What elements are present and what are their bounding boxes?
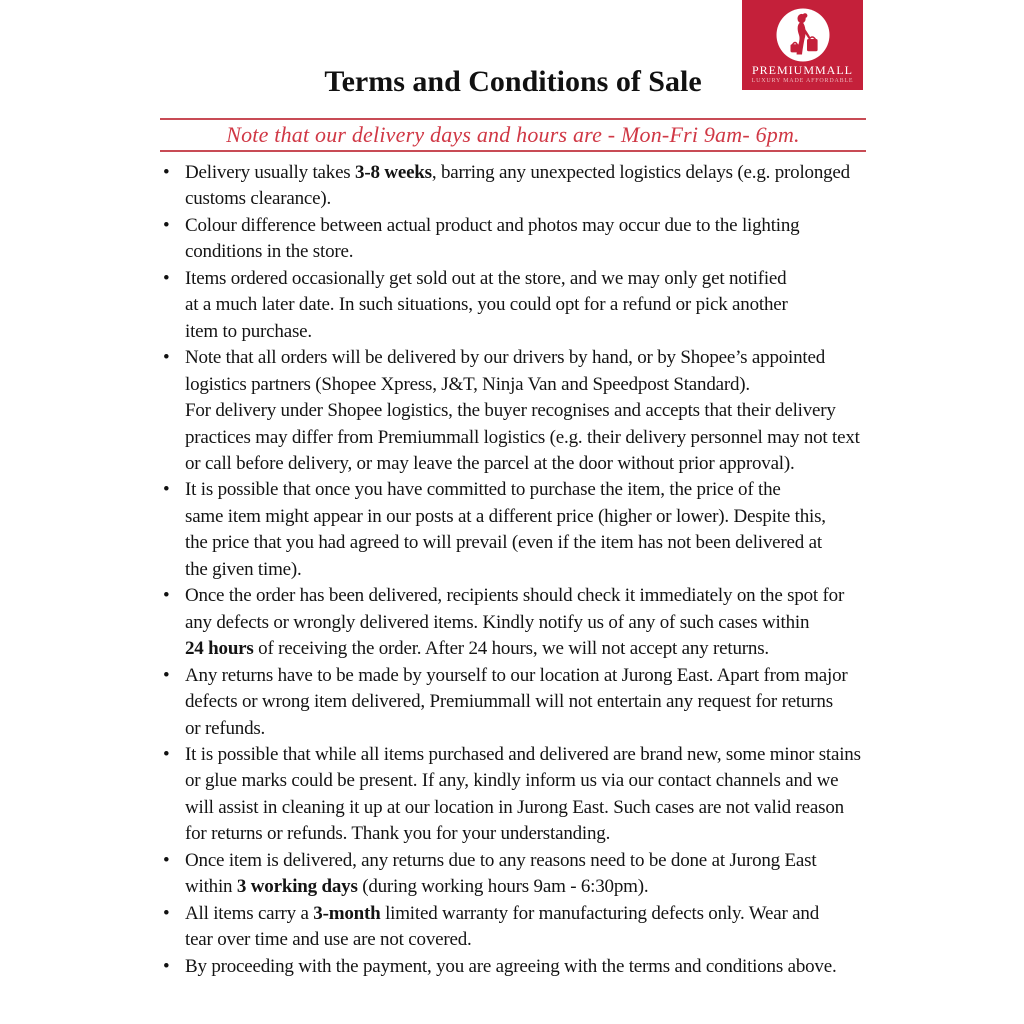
note-divider-bottom (160, 150, 866, 152)
term-line (185, 954, 874, 980)
bullet-icon: • (163, 267, 170, 289)
term-segment: All items carry a (185, 902, 314, 924)
term-line (185, 583, 874, 609)
term-segment: defects or wrong item delivered, Premiummall will not entertain any request for returns (185, 691, 833, 713)
bullet-icon: • (163, 743, 170, 765)
term-segment: logistics partners (Shopee Xpress, J&T, Ninja Van and Speedpost Standard). (185, 373, 750, 395)
term-item (160, 345, 874, 477)
term-item (160, 266, 874, 345)
term-segment: limited warranty for manufacturing defects only. Wear and (380, 902, 819, 924)
term-segment: It is possible that while all items purchased and delivered are brand new, some minor stains (185, 743, 861, 765)
term-segment: Items ordered occasionally get sold out at the store, and we may only get notified (185, 267, 787, 289)
term-bold-segment: 24 hours (185, 638, 254, 660)
term-segment: , barring any unexpected logistics delays (e.g. prolonged (431, 162, 850, 183)
term-text (185, 160, 874, 213)
term-segment: Delivery usually takes (185, 162, 356, 183)
term-bold-segment: 3-month (313, 902, 381, 924)
term-bold-segment: 3-8 weeks (355, 162, 432, 183)
bullet-icon: • (163, 585, 170, 607)
term-line (185, 927, 874, 953)
term-segment: at a much later date. In such situations, you could opt for a refund or pick another (185, 294, 788, 316)
term-line (185, 372, 874, 398)
term-line (185, 239, 874, 265)
term-line (185, 821, 874, 847)
term-bold-segment: 3 working days (236, 876, 358, 898)
term-segment: the price that you had agreed to will prevail (even if the item has not been delivered at (185, 532, 822, 554)
bullet-icon: • (163, 347, 170, 369)
term-line (185, 186, 874, 212)
term-line (185, 874, 874, 900)
term-line (185, 768, 874, 794)
term-text (185, 266, 874, 345)
term-line (185, 292, 874, 318)
term-segment: For delivery under Shopee logistics, the buyer recognises and accepts that their delivery (185, 400, 836, 422)
term-item (160, 954, 874, 980)
term-item (160, 901, 874, 954)
term-line (185, 425, 874, 451)
shopper-silhouette-icon (776, 8, 830, 62)
term-segment: Once item is delivered, any returns due to any reasons need to be done at Jurong East (185, 849, 817, 871)
terms-list (160, 160, 874, 980)
term-text (185, 848, 874, 901)
bullet-icon: • (163, 479, 170, 501)
term-text (185, 663, 874, 742)
term-line (185, 451, 874, 477)
term-text (185, 742, 874, 848)
term-line (185, 636, 874, 662)
term-segment: (during working hours 9am - 6:30pm). (357, 876, 649, 898)
term-line (185, 689, 874, 715)
bullet-icon: • (163, 902, 170, 924)
term-segment: or refunds. (185, 717, 266, 739)
term-line (185, 398, 874, 424)
term-line (185, 160, 874, 186)
term-segment: It is possible that once you have committed to purchase the item, the price of the (185, 479, 781, 501)
term-item (160, 160, 874, 213)
term-text (185, 345, 874, 477)
term-segment: the given time). (185, 558, 302, 580)
term-segment: within (185, 876, 237, 898)
bullet-icon: • (163, 214, 170, 236)
term-segment: for returns or refunds. Thank you for your understanding. (185, 823, 611, 845)
term-segment: Once the order has been delivered, recipients should check it immediately on the spot for (185, 585, 845, 607)
term-segment: of receiving the order. After 24 hours, we will not accept any returns. (253, 638, 769, 660)
term-line (185, 477, 874, 503)
term-segment: conditions in the store. (185, 241, 354, 263)
term-segment: item to purchase. (185, 320, 312, 342)
term-text (185, 901, 874, 954)
logo-tagline: LUXURY MADE AFFORDABLE (751, 78, 854, 84)
term-segment: any defects or wrongly delivered items. Kindly notify us of any of such cases within (185, 611, 810, 633)
term-line (185, 742, 874, 768)
bullet-icon: • (163, 955, 170, 977)
term-item (160, 848, 874, 901)
term-segment: Any returns have to be made by yourself to our location at Jurong East. Apart from major (185, 664, 848, 686)
term-line (185, 266, 874, 292)
bullet-icon: • (163, 664, 170, 686)
term-line (185, 663, 874, 689)
term-line (185, 504, 874, 530)
term-line (185, 345, 874, 371)
term-line (185, 530, 874, 556)
delivery-hours-note: Note that our delivery days and hours are - Mon-Fri 9am- 6pm. (226, 122, 800, 147)
term-segment: or glue marks could be present. If any, kindly inform us via our contact channels and we (185, 770, 839, 792)
term-line (185, 848, 874, 874)
term-segment: practices may differ from Premiummall logistics (e.g. their delivery personnel may not text (185, 426, 860, 448)
term-segment: same item might appear in our posts at a different price (higher or lower). Despite this, (185, 505, 826, 527)
term-segment: tear over time and use are not covered. (185, 929, 472, 951)
term-text (185, 954, 874, 980)
term-line (185, 901, 874, 927)
term-segment: Note that all orders will be delivered by our drivers by hand, or by Shopee’s appointed (185, 347, 826, 369)
term-segment: Colour difference between actual product and photos may occur due to the lighting (185, 214, 800, 236)
term-item (160, 477, 874, 583)
bullet-icon: • (163, 849, 170, 871)
term-segment: will assist in cleaning it up at our location in Jurong East. Such cases are not valid reason (185, 796, 844, 818)
logo-name: PREMIUMMALL (751, 63, 853, 77)
term-text (185, 583, 874, 662)
term-item (160, 663, 874, 742)
term-item (160, 583, 874, 662)
term-text (185, 477, 874, 583)
term-line (185, 557, 874, 583)
term-line (185, 610, 874, 636)
term-segment: or call before delivery, or may leave the parcel at the door without prior approval). (185, 452, 795, 474)
term-item (160, 742, 874, 848)
term-segment: customs clearance). (185, 188, 332, 210)
term-item (160, 213, 874, 266)
term-line (185, 213, 874, 239)
term-line (185, 716, 874, 742)
term-line (185, 795, 874, 821)
term-text (185, 213, 874, 266)
term-line (185, 319, 874, 345)
page-title: Terms and Conditions of Sale (324, 65, 702, 98)
bullet-icon: • (163, 162, 170, 183)
term-segment: By proceeding with the payment, you are agreeing with the terms and conditions above. (185, 955, 837, 977)
